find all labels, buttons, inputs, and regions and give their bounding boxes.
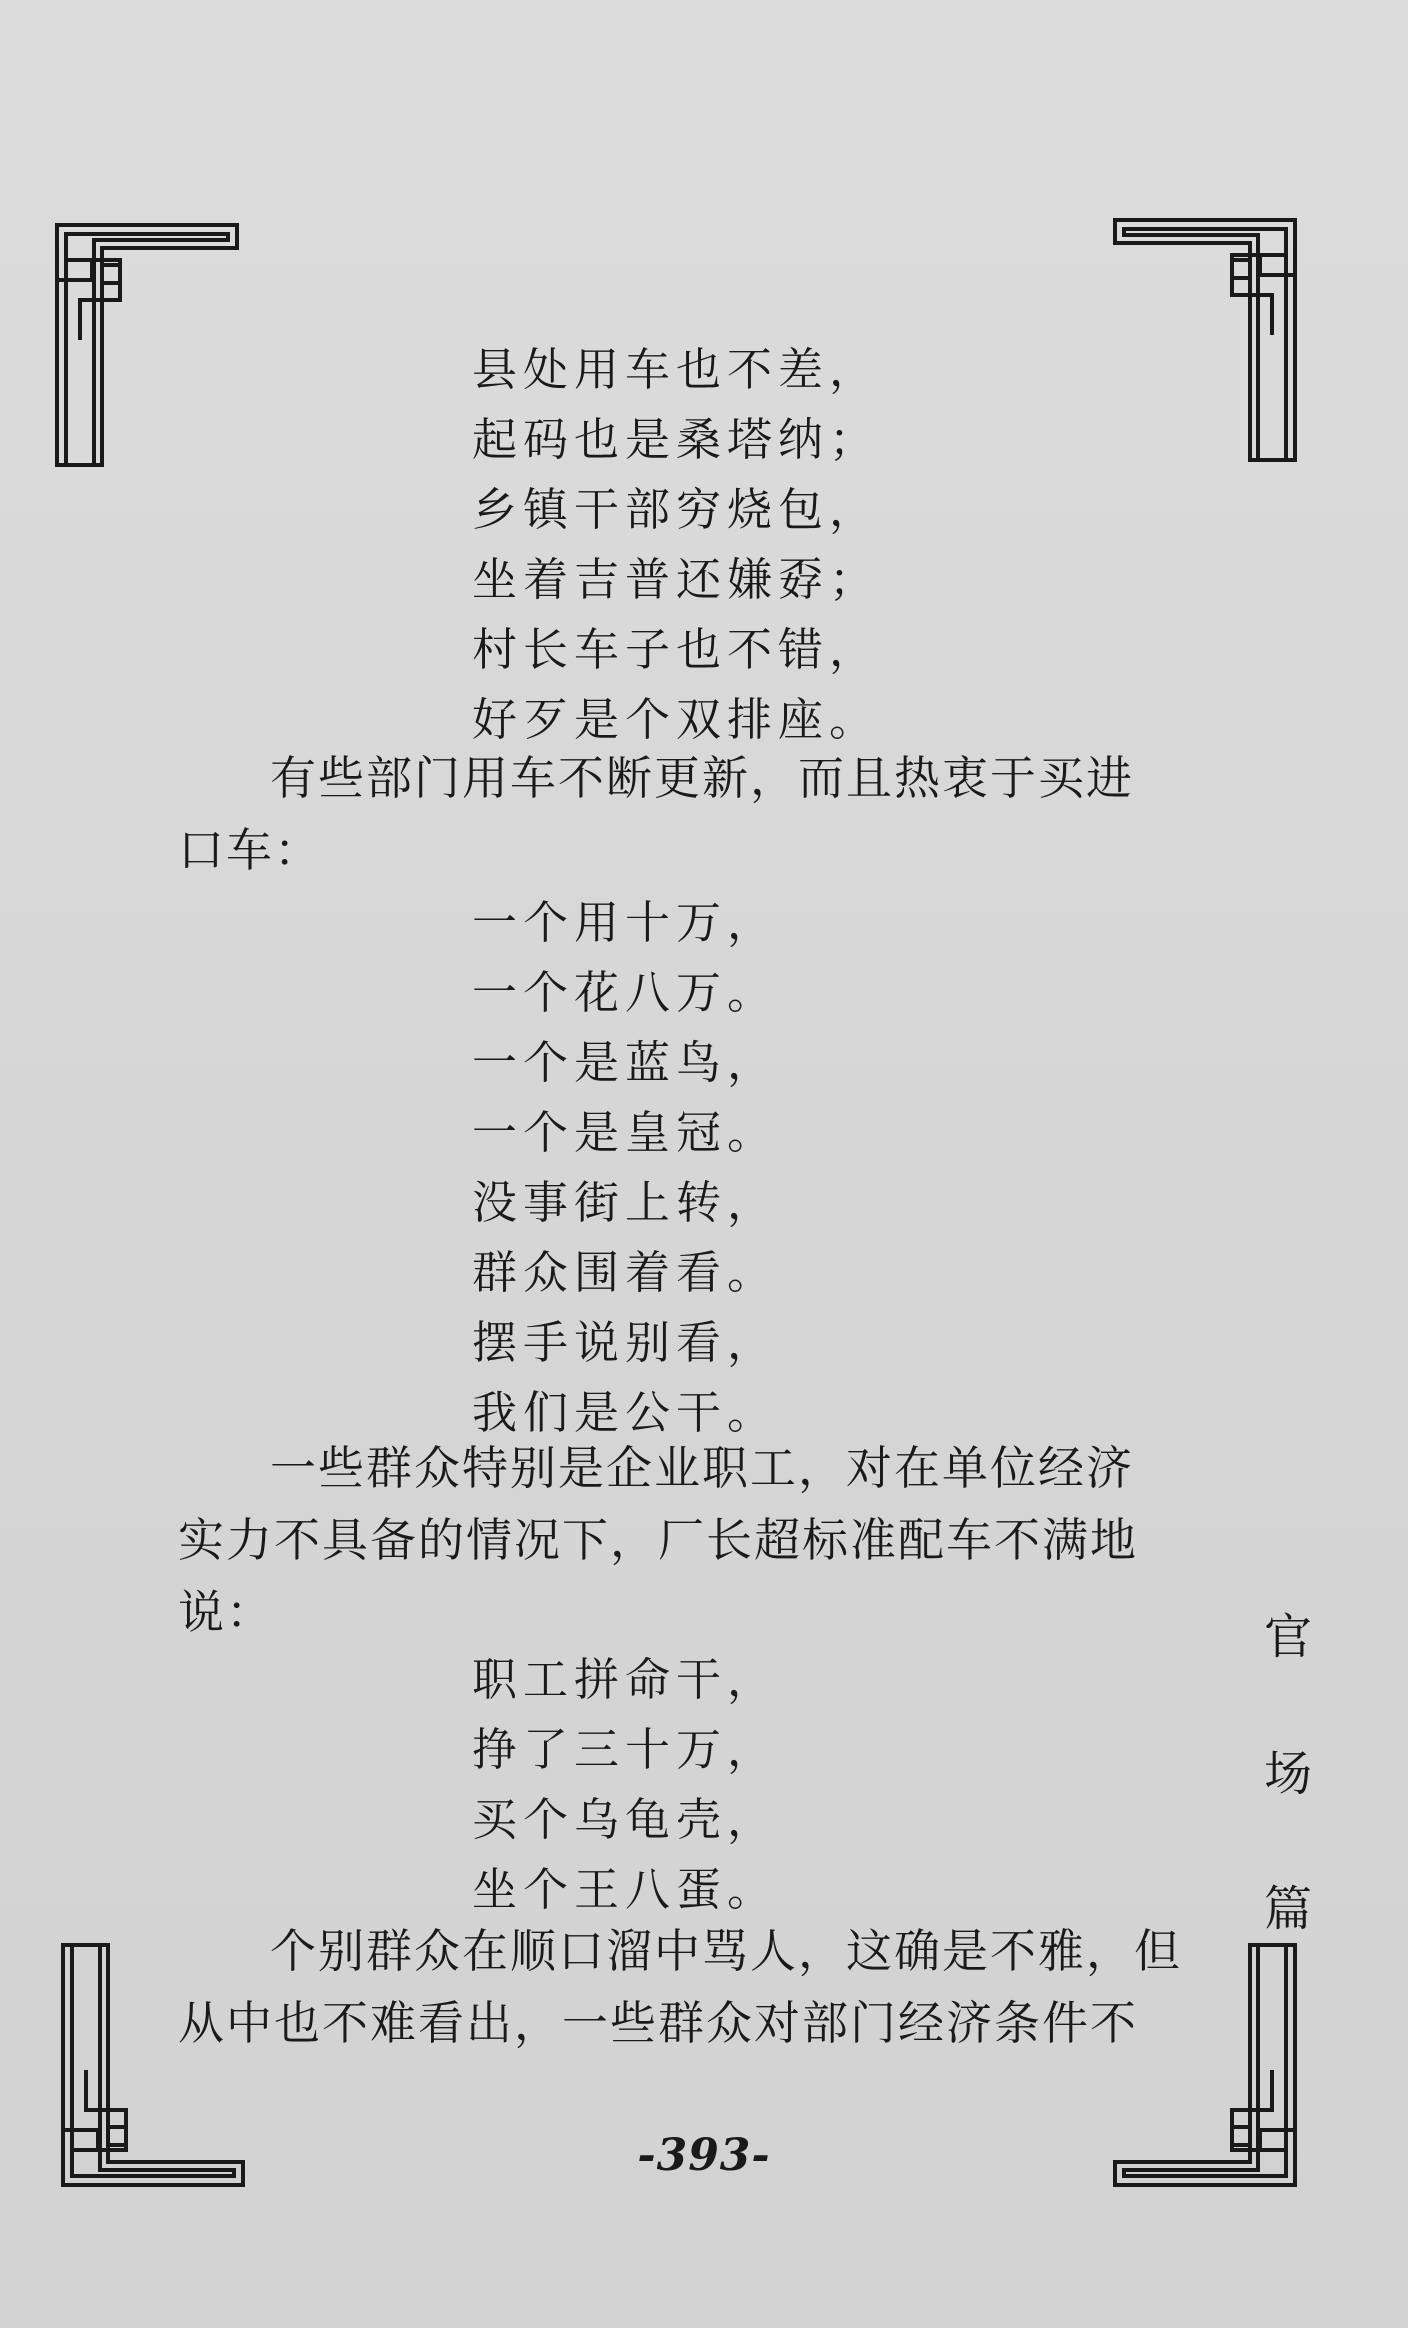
poem-line: 一个是蓝鸟， — [472, 1036, 779, 1089]
paragraph-line: 实力不具备的情况下，厂长超标准配车不满地 — [178, 1513, 1138, 1567]
paragraph-line: 个别群众在顺口溜中骂人，这确是不雅，但 — [270, 1924, 1182, 1978]
paragraph-line: 从中也不难看出，一些群众对部门经济条件不 — [178, 1996, 1138, 2050]
poem-line: 群众围着看。 — [472, 1246, 779, 1299]
poem-line: 买个乌龟壳， — [472, 1793, 779, 1846]
side-label-char: 场 — [1263, 1746, 1312, 1802]
poem-line: 坐个王八蛋。 — [472, 1863, 779, 1916]
poem-line: 职工拼命干， — [472, 1653, 779, 1706]
poem-line: 好歹是个双排座。 — [472, 693, 881, 746]
paragraph-line: 说： — [178, 1585, 274, 1639]
poem-workers — [472, 1645, 778, 1925]
corner-ornament-top-left — [52, 220, 242, 470]
paragraph-imported-cars — [178, 742, 1188, 886]
poem-line: 我们是公干。 — [472, 1386, 779, 1439]
poem-line: 一个用十万， — [472, 896, 779, 949]
side-label-char: 官 — [1263, 1609, 1312, 1665]
paragraph-conclusion — [178, 1915, 1188, 2059]
poem-line: 坐着吉普还嫌孬； — [472, 553, 881, 606]
poem-blue-bird-crown — [472, 888, 778, 1448]
poem-line: 一个是皇冠。 — [472, 1106, 779, 1159]
paragraph-line: 有些部门用车不断更新，而且热衷于买进 — [270, 751, 1134, 805]
poem-line: 县处用车也不差， — [472, 343, 881, 396]
poem-county-cars — [472, 335, 880, 755]
paragraph-workers-complaint — [178, 1432, 1188, 1648]
corner-ornament-top-right — [1110, 215, 1300, 465]
paragraph-line: 口车： — [178, 823, 322, 877]
paragraph-line: 一些群众特别是企业职工，对在单位经济 — [270, 1441, 1134, 1495]
page-number: -393- — [637, 2130, 771, 2181]
poem-line: 村长车子也不错， — [472, 623, 881, 676]
poem-line: 没事街上转， — [472, 1176, 779, 1229]
poem-line: 一个花八万。 — [472, 966, 779, 1019]
poem-line: 摆手说别看， — [472, 1316, 779, 1369]
poem-line: 乡镇干部穷烧包， — [472, 483, 881, 536]
poem-line: 起码也是桑塔纳； — [472, 413, 881, 466]
poem-line: 挣了三十万， — [472, 1723, 779, 1776]
side-label-char: 篇 — [1263, 1881, 1312, 1937]
